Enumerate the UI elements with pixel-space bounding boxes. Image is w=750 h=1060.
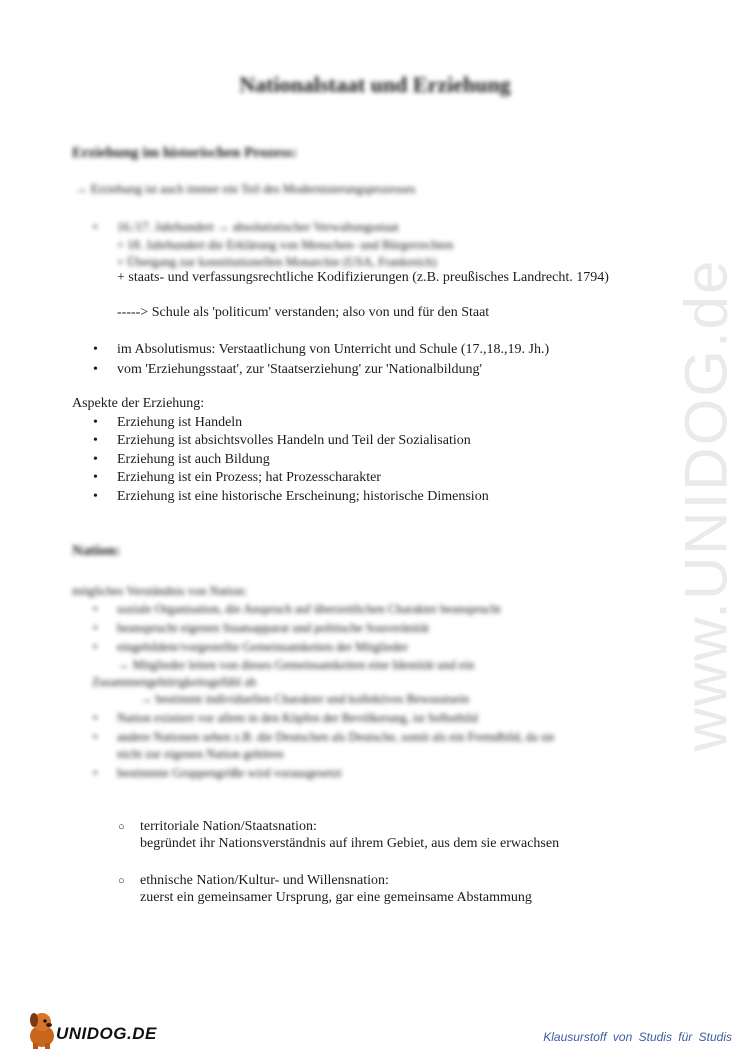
list-item: • Nation existiert vor allem in den Köpfen der Bevölkerung, ist Selbstbild xyxy=(117,709,478,727)
nation-intro: mögliches Verständnis von Nation: xyxy=(72,584,248,598)
nation-type-label: ○ territoriale Nation/Staatsnation: xyxy=(140,818,317,836)
list-item: • bestimmte Gruppengröße wird vorausgesetzt xyxy=(117,764,342,782)
footer-tagline: Klausurstoff von Studis für Studis xyxy=(543,1030,732,1044)
list-item-line: + staats- und verfassungsrechtliche Kodifizierungen (z.B. preußisches Landrecht. 1794) xyxy=(117,270,609,285)
page-title: Nationalstaat und Erziehung xyxy=(239,72,511,97)
nation-type-desc: begründet ihr Nationsverständnis auf ihrem Gebiet, aus dem sie erwachsen xyxy=(140,836,560,851)
list-item: • Erziehung ist Handeln xyxy=(117,414,242,432)
nation-type-desc: zuerst ein gemeinsamer Ursprung, gar eine gemeinsame Abstammung xyxy=(140,890,532,905)
aspects-label: Aspekte der Erziehung: xyxy=(72,396,205,411)
arrow-line: -----> Schule als 'politicum' verstanden; also von und für den Staat xyxy=(117,305,490,320)
list-subitem: → Mitglieder leiten von dieses Gemeinsamkeiten eine Identität und ein xyxy=(117,658,475,672)
list-item: • Erziehung ist eine historische Erscheinung; historische Dimension xyxy=(117,488,489,506)
list-item-line: + Übergang zur konstitutionellen Monarchie (USA, Frankreich) xyxy=(117,255,437,269)
list-item: • andere Nationen sehen z.B. die Deutschen als Deutsche, somit als ein Fremdbild, da sie xyxy=(117,728,555,746)
list-item: • eingebildete/vorgestellte Gemeinsamkeiten der Mitglieder xyxy=(117,638,408,656)
logo-text: UNIDOG.DE xyxy=(56,1024,157,1043)
list-item: • soziale Organisation, die Anspruch auf überzeitlichen Charakter beansprucht xyxy=(117,600,501,618)
list-item: • vom 'Erziehungsstaat', zur 'Staatserziehung' zur 'Nationalbildung' xyxy=(117,361,482,379)
nation-type-label: ○ ethnische Nation/Kultur- und Willensnation: xyxy=(140,872,389,890)
dog-logo-icon xyxy=(25,1010,59,1055)
list-item: • Erziehung ist ein Prozess; hat Prozesscharakter xyxy=(117,469,381,487)
list-item: • 16./17. Jahrhundert → absolutistischer Verwaltungsstaat xyxy=(117,218,399,236)
list-item-line: + 18. Jahrhundert die Erklärung von Menschen- und Bürgerrechten xyxy=(117,238,454,252)
section-heading-history: Erziehung im historischen Prozess: xyxy=(72,145,298,161)
section-intro: → Erziehung ist auch immer ein Teil des Modernisierungsprozesses xyxy=(75,182,416,196)
list-item: • beansprucht eigenen Staatsapparat und politische Souveränität xyxy=(117,619,429,637)
watermark: www.UNIDOG.de xyxy=(672,258,740,752)
list-subitem: → bestimmt individuellen Charakter und kollektives Bewusstsein xyxy=(140,692,470,706)
list-item-line: nicht zur eigenen Nation gehören xyxy=(117,747,284,761)
list-item: • Erziehung ist auch Bildung xyxy=(117,451,270,469)
section-heading-nation: Nation: xyxy=(72,543,121,559)
list-item: • im Absolutismus: Verstaatlichung von Unterricht und Schule (17.,18.,19. Jh.) xyxy=(117,341,549,359)
list-subitem: Zusammengehörigkeitsgefühl ab xyxy=(92,675,257,689)
list-item: • Erziehung ist absichtsvolles Handeln und Teil der Sozialisation xyxy=(117,432,471,450)
